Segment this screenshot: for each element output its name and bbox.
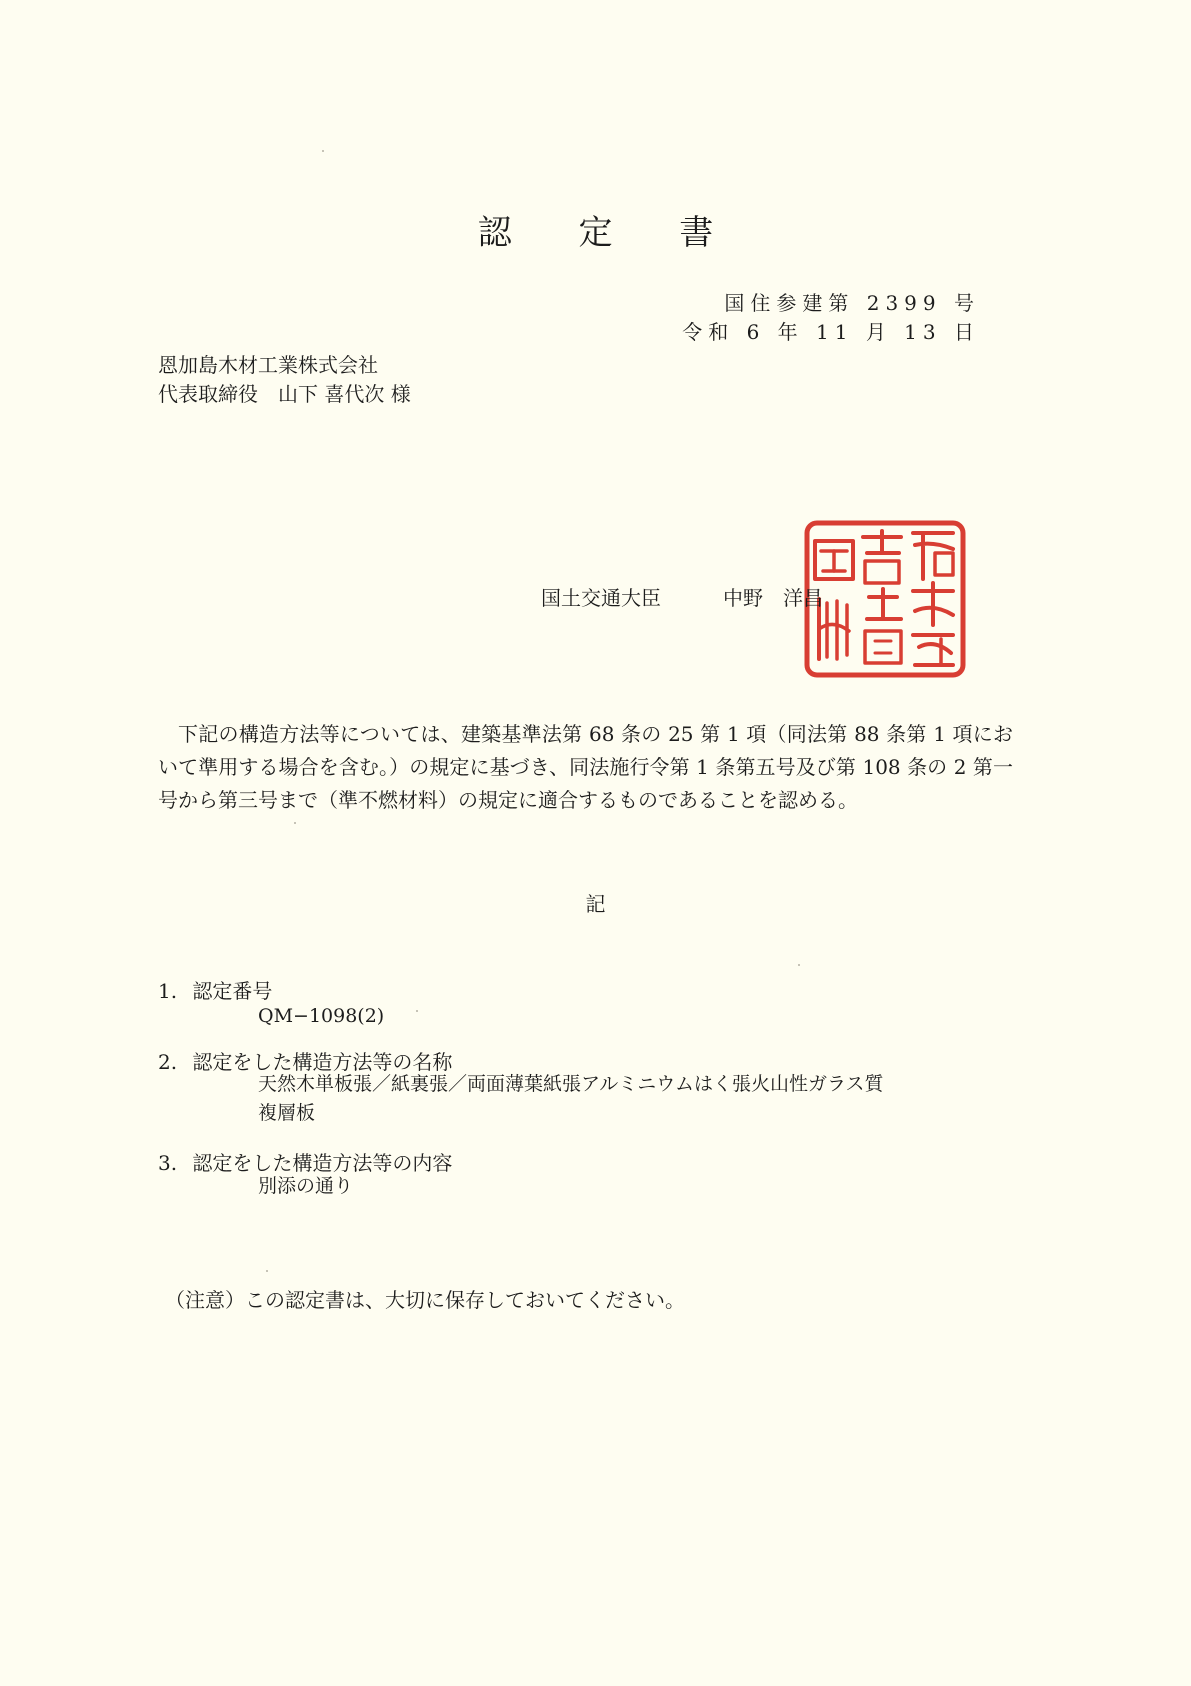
paper-speck xyxy=(266,1270,268,1272)
document-title: 認 定 書 xyxy=(477,213,742,253)
method-content: 別添の通り xyxy=(258,1175,354,1197)
paper-speck xyxy=(322,150,324,152)
issuer-title: 国土交通大臣 xyxy=(541,586,661,610)
paper-speck xyxy=(416,1010,418,1012)
item-number: 3. xyxy=(158,1151,178,1175)
recipient-block xyxy=(158,351,411,409)
method-name-line: 天然木単板張／紙裏張／両面薄葉紙張アルミニウムはく張火山性ガラス質 xyxy=(258,1073,884,1095)
recipient-company: 恩加島木材工業株式会社 xyxy=(158,353,378,377)
paper-speck xyxy=(294,822,296,824)
recipient-representative: 代表取締役 山下 喜代次 様 xyxy=(158,382,411,406)
official-seal-icon xyxy=(803,519,967,679)
issue-date: 令和 6 年 11 月 13 日 xyxy=(682,320,980,344)
item-label: 認定をした構造方法等の内容 xyxy=(192,1151,453,1175)
certification-statement: 下記の構造方法等については、建築基準法第 68 条の 25 第 1 項（同法第 88 条第 1 項において準用する場合を含む。）の規定に基づき、同法施行令第 1 条第五号及び第 108 条の 2 第一号から第三号まで（準不燃材料）の規定に適合するものであることを認める。 xyxy=(158,722,1013,812)
issuer-name: 中野 洋昌 xyxy=(723,586,823,610)
item-3-value xyxy=(258,1172,353,1201)
paper-speck xyxy=(798,964,800,966)
document-header-block xyxy=(682,289,980,347)
document-number: 国住参建第 2399 号 xyxy=(724,291,980,315)
method-name-line: 複層板 xyxy=(258,1102,316,1124)
item-2-value xyxy=(258,1070,883,1128)
issuer-block xyxy=(541,582,823,611)
item-1-title xyxy=(158,975,272,1004)
ki-heading: 記 xyxy=(585,892,606,916)
item-number: 2. xyxy=(158,1050,178,1074)
item-label: 認定をした構造方法等の名称 xyxy=(192,1050,453,1074)
item-label: 認定番号 xyxy=(192,979,273,1003)
caution-note: （注意）この認定書は、大切に保存しておいてください。 xyxy=(165,1288,685,1312)
item-1-value xyxy=(258,1002,384,1031)
certification-number: QM−1098(2) xyxy=(258,1005,385,1027)
item-number: 1. xyxy=(158,979,178,1003)
